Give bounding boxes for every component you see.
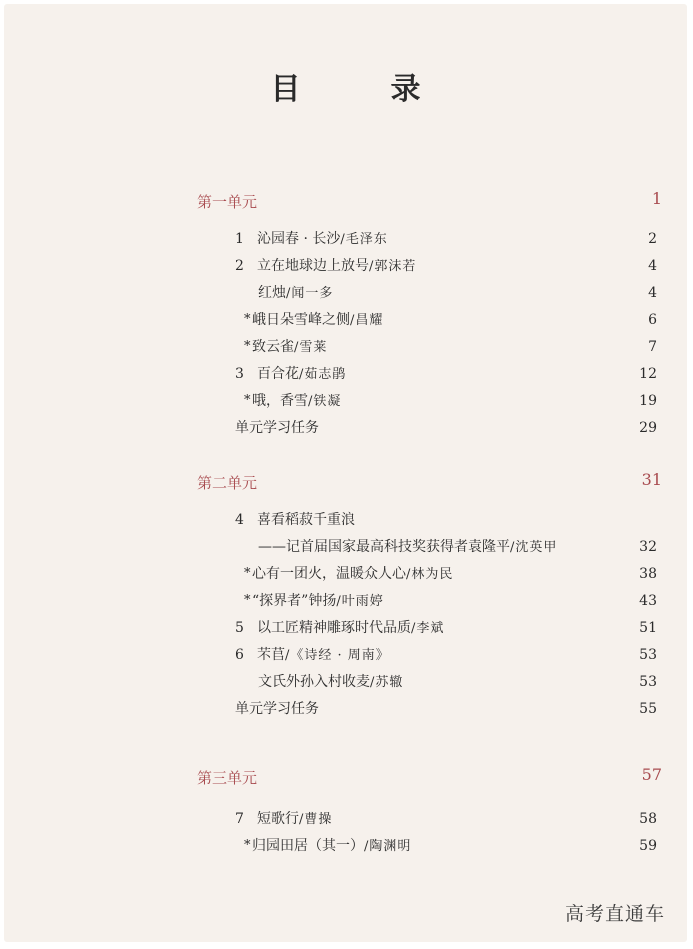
toc-entry-subtitle[interactable] (258, 536, 657, 558)
unit-page-number: 31 (641, 470, 662, 489)
entry-author: /茹志鹃 (299, 367, 347, 382)
entry-page-number: 53 (639, 647, 657, 663)
entry-title: 致云雀 (252, 339, 294, 355)
toc-entry[interactable] (235, 617, 657, 639)
unit-header-2[interactable] (197, 472, 662, 496)
entry-number: 4 (235, 512, 244, 528)
toc-entry[interactable] (244, 835, 657, 857)
toc-entry[interactable] (244, 336, 657, 358)
toc-entry-unit-task[interactable] (235, 698, 657, 720)
entry-title: 红烛 (258, 285, 286, 301)
toc-entry[interactable] (258, 282, 657, 304)
entry-author: /郭沫若 (369, 259, 417, 274)
entry-title: 心有一团火，温暖众人心 (252, 566, 406, 582)
entry-title: 沁园春 · 长沙 (257, 231, 341, 247)
entry-page-number: 19 (639, 393, 657, 409)
entry-page-number: 29 (639, 420, 657, 436)
page-title: 目 录 (270, 72, 451, 107)
entry-title: 文氏外孙入村收麦 (258, 674, 370, 690)
entry-number: 1 (235, 231, 244, 247)
entry-page-number: 4 (648, 258, 657, 274)
entry-author: /雪莱 (294, 340, 328, 355)
toc-entry[interactable] (235, 808, 657, 830)
entry-author: /昌耀 (350, 313, 384, 328)
entry-page-number: 4 (648, 285, 657, 301)
toc-entry[interactable] (244, 563, 657, 585)
entry-number: 5 (235, 620, 244, 636)
entry-page-number: 6 (648, 312, 657, 328)
unit-title: 第一单元 (197, 193, 258, 211)
unit-page-number: 57 (641, 765, 662, 784)
entry-page-number: 2 (648, 231, 657, 247)
toc-entry[interactable] (235, 363, 657, 385)
entry-title: ——记首届国家最高科技奖获得者袁隆平 (258, 539, 510, 555)
entry-star-mark: * (244, 838, 251, 853)
entry-title: 峨日朵雪峰之侧 (252, 312, 350, 328)
entry-author: /闻一多 (286, 286, 334, 301)
unit-title: 第二单元 (197, 474, 258, 492)
entry-number: 7 (235, 811, 244, 827)
entry-author: /铁凝 (308, 394, 342, 409)
entry-title: 以工匠精神雕琢时代品质 (257, 620, 411, 636)
toc-entry[interactable] (258, 671, 657, 693)
entry-title: 短歌行 (257, 811, 299, 827)
entry-author: /曹操 (299, 812, 333, 827)
entry-author: /沈英甲 (510, 540, 558, 555)
toc-entry[interactable] (235, 509, 657, 531)
unit-header-3[interactable] (197, 767, 662, 791)
toc-entry[interactable] (244, 390, 657, 412)
entry-page-number: 53 (639, 674, 657, 690)
entry-page-number: 43 (639, 593, 657, 609)
entry-title: 立在地球边上放号 (257, 258, 369, 274)
unit-title: 第三单元 (197, 769, 258, 787)
entry-author: /叶雨婷 (336, 594, 384, 609)
entry-star-mark: * (244, 393, 251, 408)
toc-entry[interactable] (235, 255, 657, 277)
entry-author: /《诗经 · 周南》 (285, 648, 390, 663)
entry-star-mark: * (244, 312, 251, 327)
entry-title: 哦，香雪 (252, 393, 308, 409)
entry-star-mark: * (244, 593, 251, 608)
entry-page-number: 51 (639, 620, 657, 636)
entry-author: /毛泽东 (340, 232, 388, 247)
unit-page-number: 1 (651, 189, 662, 208)
entry-page-number: 38 (639, 566, 657, 582)
entry-title: 芣苢 (257, 647, 285, 663)
entry-number: 3 (235, 366, 244, 382)
entry-number: 2 (235, 258, 244, 274)
entry-author: /苏辙 (370, 675, 404, 690)
entry-page-number: 12 (639, 366, 657, 382)
entry-author: /林为民 (406, 567, 454, 582)
watermark-text: 高考直通车 (564, 903, 665, 925)
entry-number: 6 (235, 647, 244, 663)
entry-star-mark: * (244, 339, 251, 354)
entry-page-number: 59 (639, 838, 657, 854)
entry-page-number: 32 (639, 539, 657, 555)
entry-author: /李斌 (411, 621, 445, 636)
toc-entry-unit-task[interactable] (235, 417, 657, 439)
entry-title: “探界者”钟扬 (252, 593, 337, 609)
entry-title: 喜看稻菽千重浪 (257, 512, 355, 528)
entry-page-number: 55 (639, 701, 657, 717)
unit-header-1[interactable] (197, 191, 662, 215)
entry-title: 归园田居（其一） (252, 838, 364, 854)
entry-author: /陶渊明 (364, 839, 412, 854)
entry-page-number: 58 (639, 811, 657, 827)
entry-star-mark: * (244, 566, 251, 581)
entry-page-number: 7 (648, 339, 657, 355)
entry-title: 单元学习任务 (235, 701, 319, 717)
toc-entry[interactable] (235, 228, 657, 250)
toc-entry[interactable] (244, 590, 657, 612)
toc-entry[interactable] (235, 644, 657, 666)
toc-entry[interactable] (244, 309, 657, 331)
toc-page (4, 4, 687, 942)
entry-title: 百合花 (257, 366, 299, 382)
entry-title: 单元学习任务 (235, 420, 319, 436)
